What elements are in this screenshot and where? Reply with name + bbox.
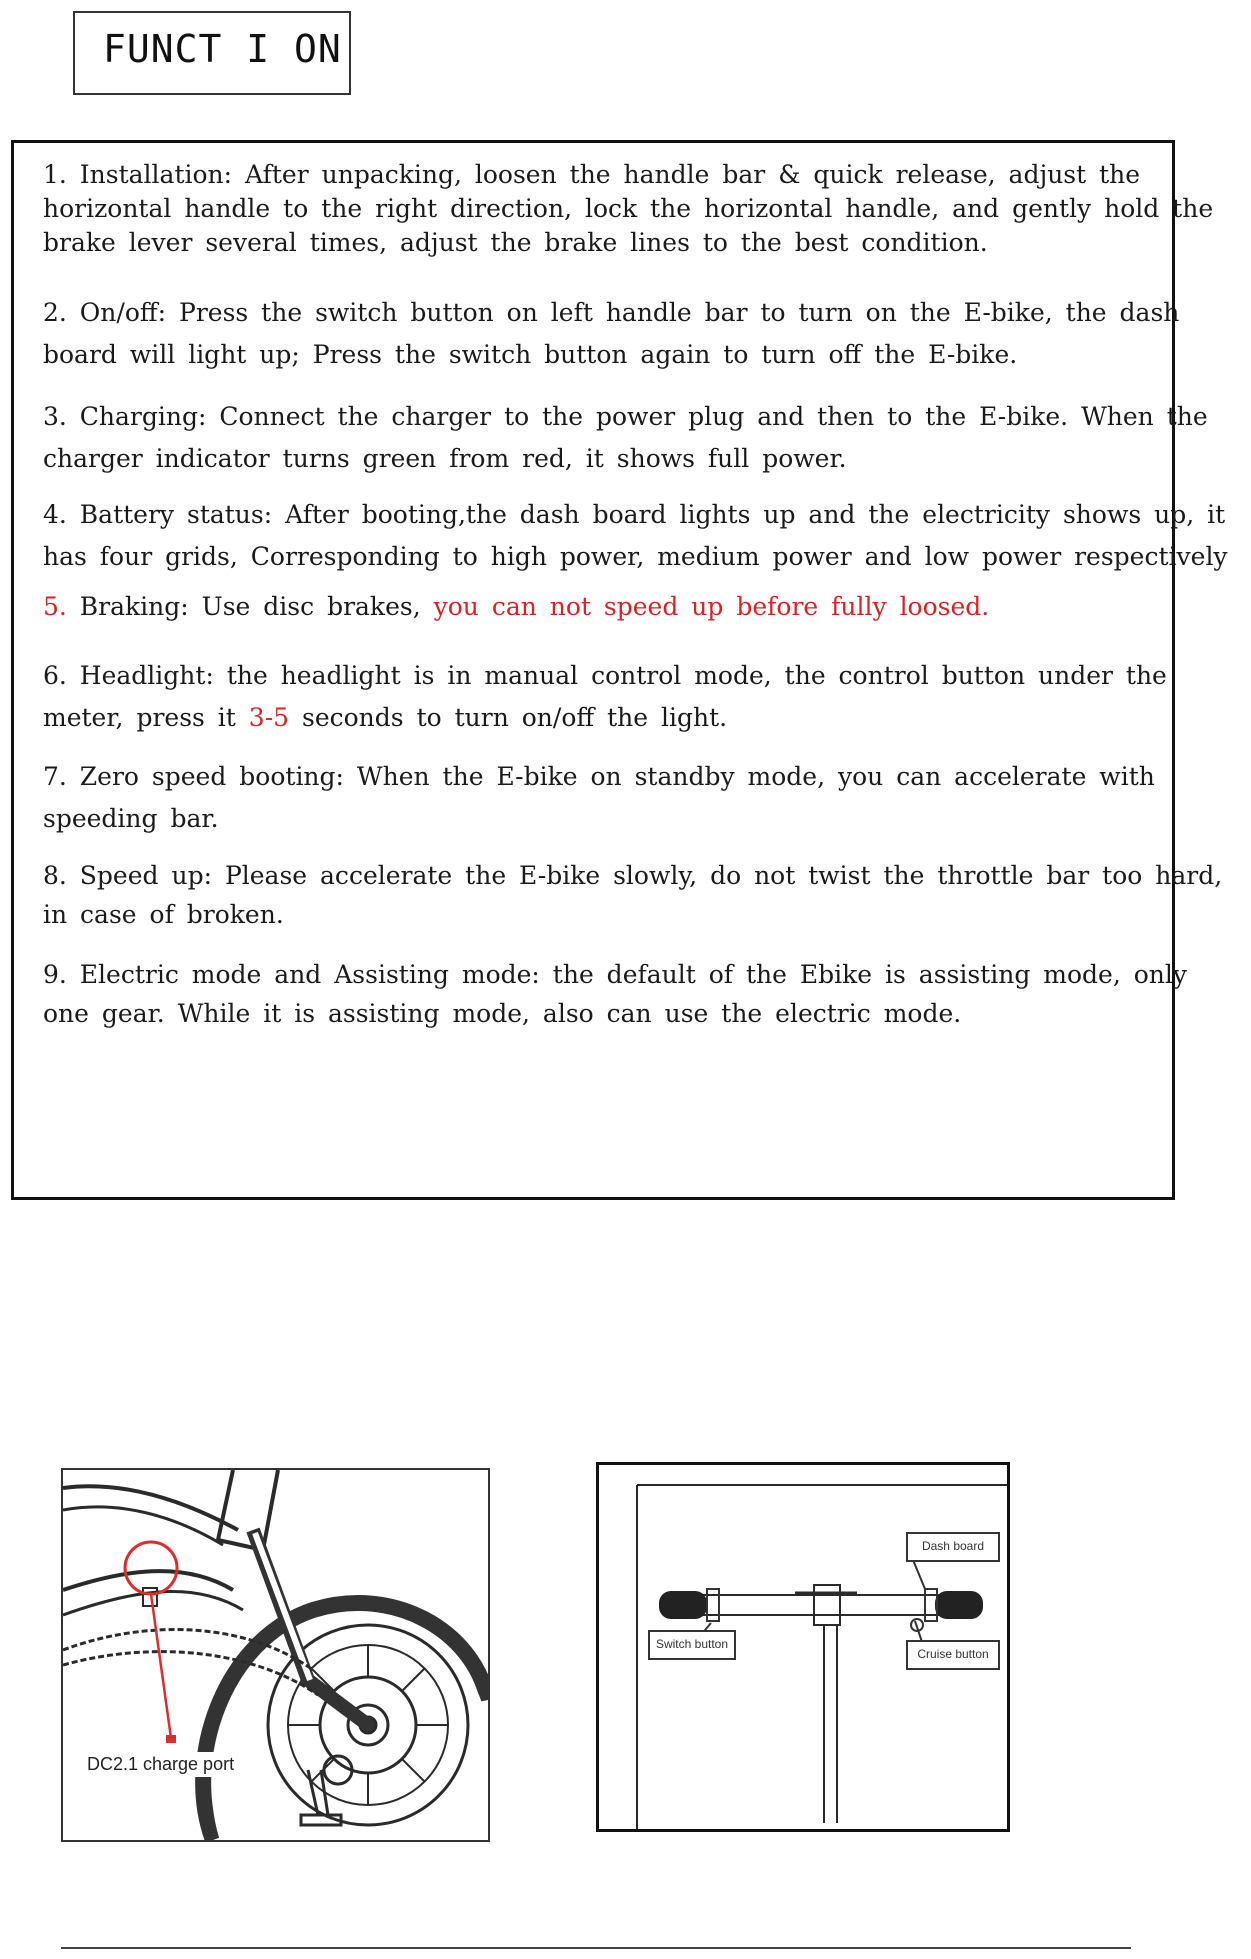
charge-port-highlight-circle: [125, 1542, 177, 1594]
section-title: FUNCT I ON: [103, 27, 342, 71]
headlight-text-pre: 6. Headlight: the headlight is in manual control mode, the control button under the meter, press it: [43, 661, 1167, 732]
charge-port-callout-dot: [166, 1735, 176, 1743]
charge-port-figure: [61, 1468, 490, 1842]
handlebar-figure: [596, 1462, 1010, 1832]
instruction-zero-speed-booting: 7. Zero speed booting: When the E-bike on standby mode, you can accelerate with speeding bar.: [43, 762, 1155, 833]
cruise-button-label: Cruise button: [917, 1647, 989, 1661]
instruction-battery-status: 4. Battery status: After booting,the dash board lights up and the electricity shows up, it has four grids, Corresponding to high power, medium power and low power respectively: [43, 500, 1228, 571]
instruction-installation: 1. Installation: After unpacking, loosen the handle bar & quick release, adjust the horizontal handle to the right direction, lock the horizontal handle, and gently hold the brake lever several times, adjust the brake lines to the best condition.: [43, 160, 1214, 257]
braking-warning: you can not speed up before fully loosed.: [433, 592, 990, 621]
headlight-text-post: seconds to turn on/off the light.: [289, 703, 728, 732]
braking-label: Braking: Use disc brakes,: [66, 592, 434, 621]
charge-port-callout-line: [151, 1594, 171, 1738]
dash-board-label: Dash board: [921, 1539, 985, 1553]
instruction-electric-assisting-mode: 9. Electric mode and Assisting mode: the default of the Ebike is assisting mode, only one gear. While it is assisting mode, also can use the electric mode.: [43, 960, 1187, 1028]
bike-rear-illustration: [63, 1470, 488, 1840]
instruction-headlight: [43, 655, 1238, 739]
headlight-seconds: 3-5: [248, 703, 290, 732]
charge-port-label: DC2.1 charge port: [83, 1752, 238, 1777]
instruction-speed-up: 8. Speed up: Please accelerate the E-bike slowly, do not twist the throttle bar too hard, in case of broken.: [43, 861, 1223, 929]
instruction-charging: 3. Charging: Connect the charger to the power plug and then to the E-bike. When the charger indicator turns green from red, it shows full power.: [43, 402, 1208, 473]
bottom-divider: [61, 1947, 1131, 1949]
switch-button-label: Switch button: [655, 1637, 729, 1651]
left-grip: [659, 1591, 707, 1619]
instruction-braking: [43, 586, 1238, 628]
instruction-on-off: 2. On/off: Press the switch button on left handle bar to turn on the E-bike, the dash board will light up; Press the switch button again to turn off the E-bike.: [43, 298, 1180, 369]
section-title-box: [73, 11, 351, 95]
braking-number: 5.: [43, 592, 67, 621]
right-grip: [935, 1591, 983, 1619]
